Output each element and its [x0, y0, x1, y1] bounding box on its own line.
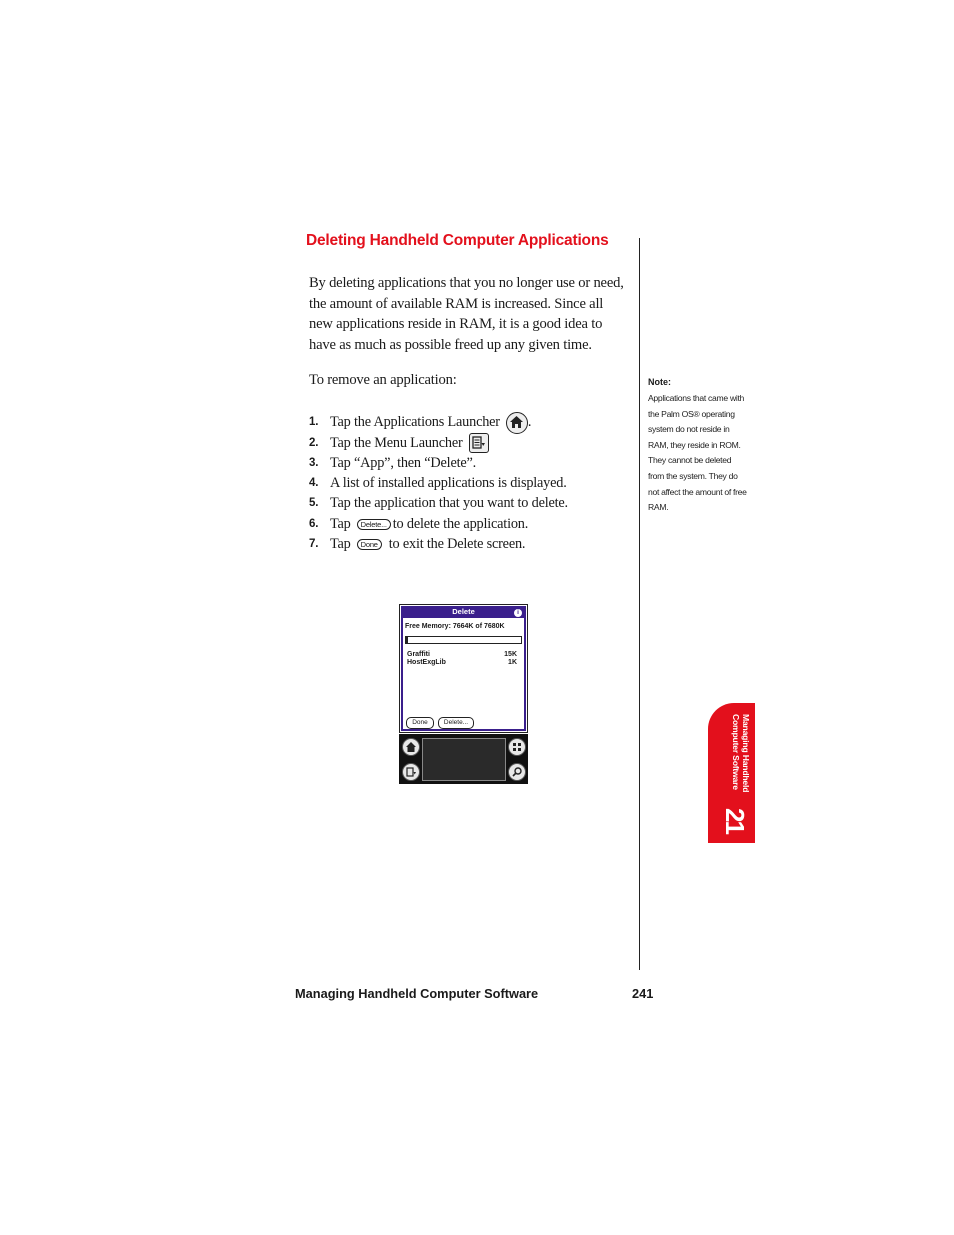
menu-icon — [469, 433, 489, 453]
step-3 — [309, 453, 476, 473]
palm-title-bar — [402, 606, 525, 618]
step-number: 6. — [309, 518, 319, 530]
chapter-number: 21 — [720, 808, 750, 833]
step-5 — [309, 493, 568, 513]
step-number: 1. — [309, 416, 319, 428]
palm-delete-button[interactable]: Delete... — [438, 717, 474, 729]
app-row[interactable] — [407, 659, 517, 667]
home-icon — [506, 412, 528, 434]
step-text: Tap — [330, 535, 351, 552]
delete-button-illustration: Delete... — [357, 519, 391, 530]
step-number: 3. — [309, 457, 319, 469]
intro-paragraph: By deleting applications that you no longer use or need, the amount of available RAM is increased. Since all new applications reside in RAM, it is a good idea to have as much as possible freed up any given time. — [309, 275, 624, 353]
note-body: Applications that came with the Palm OS® operating system do not reside in RAM, they reside in ROM. They cannot be deleted from the system. They do not affect the amount of free RAM. — [648, 393, 747, 513]
lead-paragraph: To remove an application: — [309, 372, 457, 388]
note-title: Note: — [648, 377, 671, 387]
step-after: to exit the Delete screen. — [388, 535, 526, 552]
palm-done-button[interactable]: Done — [406, 717, 434, 729]
chapter-tab-label: Managing Handheld Computer Software — [731, 714, 751, 793]
palm-title: Delete — [452, 607, 475, 616]
step-7 — [309, 534, 525, 554]
step-number: 7. — [309, 538, 319, 550]
step-after: to delete the application. — [392, 515, 529, 532]
step-number: 2. — [309, 437, 319, 449]
step-text: Tap — [330, 515, 351, 532]
home-icon[interactable] — [402, 738, 420, 756]
footer-title: Managing Handheld Computer Software — [295, 986, 539, 1001]
section-heading: Deleting Handheld Computer Applications — [306, 232, 609, 249]
done-button-illustration: Done — [357, 539, 382, 550]
palm-delete-screen — [399, 604, 528, 733]
column-divider — [639, 238, 640, 970]
step-number: 5. — [309, 497, 319, 509]
step-text: Tap the Menu Launcher — [330, 434, 463, 451]
menu-icon[interactable] — [402, 763, 420, 781]
graffiti-area[interactable] — [422, 738, 506, 781]
app-row[interactable] — [407, 651, 517, 659]
step-1 — [309, 412, 531, 432]
app-name: Graffiti — [407, 651, 430, 658]
step-text: Tap the application that you want to delete. — [330, 494, 568, 511]
search-icon[interactable] — [508, 763, 526, 781]
step-2 — [309, 433, 489, 453]
step-text: Tap the Applications Launcher — [330, 413, 500, 430]
app-size: 15K — [504, 651, 517, 658]
info-icon[interactable]: i — [514, 609, 522, 617]
step-text: A list of installed applications is displayed. — [330, 474, 567, 491]
page-number: 241 — [632, 986, 654, 1001]
app-size: 1K — [508, 659, 517, 666]
step-4 — [309, 473, 567, 493]
step-text: Tap “App”, then “Delete”. — [330, 454, 477, 471]
silkscreen-area — [399, 734, 528, 784]
app-name: HostExgLib — [407, 659, 446, 666]
step-number: 4. — [309, 477, 319, 489]
step-suffix: . — [527, 413, 532, 430]
memory-bar — [405, 636, 522, 644]
calculator-icon[interactable] — [508, 738, 526, 756]
step-6 — [309, 514, 528, 534]
free-memory-label: Free Memory: 7664K of 7680K — [405, 623, 505, 630]
